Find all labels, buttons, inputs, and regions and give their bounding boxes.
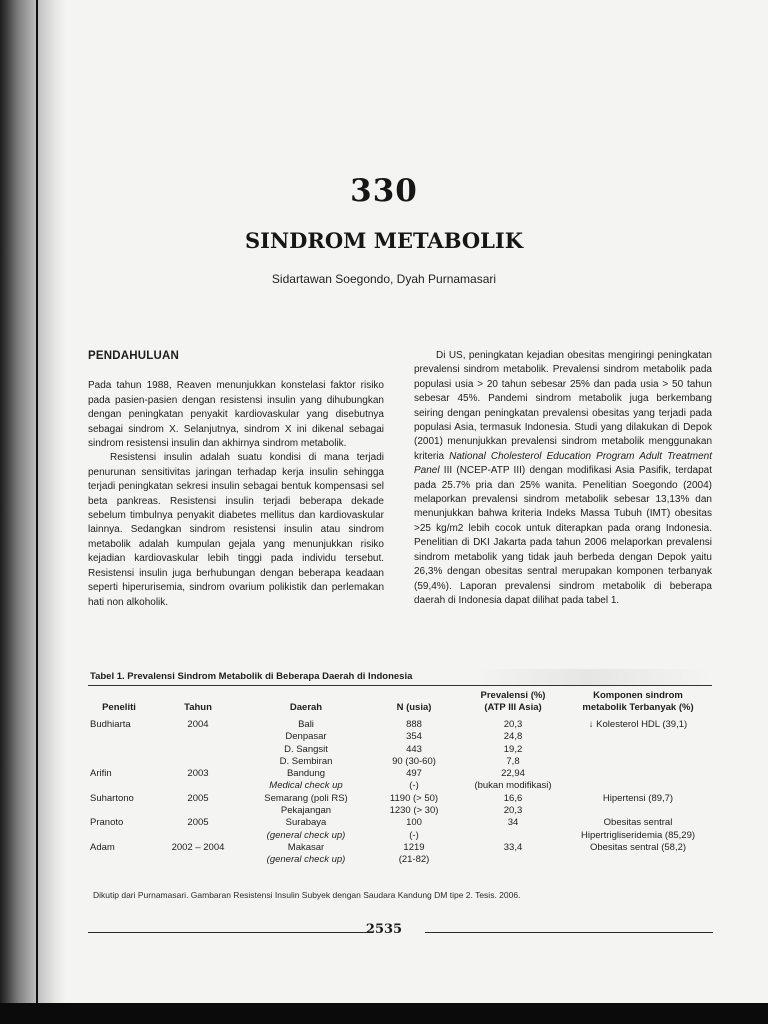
- cell-daerah: D. Sangsit: [284, 743, 328, 755]
- cell-n: 354: [406, 731, 422, 743]
- cell-peneliti: [88, 805, 150, 817]
- book-gutter-shadow: [0, 0, 66, 1024]
- cell-daerah: D. Sembiran: [279, 755, 333, 767]
- cell-daerah: Denpasar: [285, 731, 327, 743]
- cell-daerah: Pekajangan: [280, 805, 332, 817]
- table-row: [88, 780, 712, 792]
- header-daerah: Daerah: [289, 702, 323, 713]
- table-row: [88, 842, 712, 854]
- paragraph-prevalensi-a: Di US, peningkatan kejadian obesitas mengiringi peningkatan prevalensi sindrom metabolik. Prevalensi sindrom metabolik pada populasi usia > 20 tahun sebesar 25% dan pada usia > 50 tahun sebesar 45%. Pandemi sindrom metabolik juga berkembang seiring dengan peningkatan prevalensi obesitas yang terjadi pada populasi Asia, termasuk Indonesia. Studi yang dilakukan di Depok (2001) menunjukkan prevalensi sindrom metabolik menggunakan kriteria: [414, 350, 712, 462]
- cell-peneliti: [88, 756, 150, 768]
- cell-daerah: Makasar: [287, 841, 325, 853]
- cell-komponen: [564, 768, 712, 780]
- header-tahun: Tahun: [184, 702, 212, 713]
- table-row: [88, 719, 712, 731]
- cell-komponen: [564, 805, 712, 817]
- cell-peneliti: Suhartono: [90, 792, 134, 804]
- paragraph-resistensi: Resistensi insulin adalah suatu kondisi di mana terjadi penurunan sensitivitas jaringan terhadap kerja insulin sehingga terjadi peningkatan sekresi insulin sebagai bentuk kompensasi sel beta pankreas. Resistensi insulin terjadi beberapa dekade sebelum timbulnya penyakit diabetes mellitus dan kardiovaskular lainnya. Sedangkan sindrom resistensi insulin atau sindrom metabolik adalah kumpulan gejala yang menunjukkan risiko kejadian kardiovaskular lebih tinggi pada individu tersebut. Resistensi insulin juga berhubungan dengan beberapa keadaan seperti hiperurisemia, sindrom ovarium polikistik dan perlemakan hati non alkoholik.: [88, 452, 384, 608]
- cell-peneliti: Pranoto: [90, 817, 124, 829]
- cell-peneliti: [88, 744, 150, 756]
- cell-daerah: Bali: [298, 719, 314, 730]
- prevalence-table: [88, 669, 712, 867]
- table-row: [88, 817, 712, 829]
- cell-prevalensi: [462, 830, 564, 842]
- cell-komponen: [564, 731, 712, 743]
- cell-prevalensi: 22,94: [501, 768, 525, 780]
- cell-n: 90 (30-60): [392, 755, 436, 767]
- cell-n: 497: [406, 768, 422, 780]
- cell-tahun: [150, 756, 246, 768]
- cell-n: (-): [409, 780, 419, 792]
- cell-tahun: [150, 805, 246, 817]
- table-row: [88, 830, 712, 842]
- header-peneliti: Peneliti: [102, 702, 136, 713]
- cell-prevalensi: 24,8: [503, 731, 523, 743]
- cell-tahun: 2004: [187, 719, 209, 730]
- cell-komponen: Obesitas sentral: [603, 817, 673, 829]
- cell-tahun: [150, 744, 246, 756]
- table-row: [88, 756, 712, 768]
- table-row: [88, 768, 712, 780]
- cell-prevalensi: [462, 854, 564, 866]
- cell-prevalensi: 34: [507, 817, 519, 829]
- cell-tahun: [150, 830, 246, 842]
- table-row: [88, 854, 712, 866]
- cell-n: 888: [406, 719, 422, 730]
- header-komponen: Komponen sindrom metabolik Terbanyak (%): [582, 690, 694, 713]
- cell-komponen: [564, 756, 712, 768]
- cell-peneliti: [88, 830, 150, 842]
- cell-daerah: Medical check up: [269, 780, 343, 792]
- table-row: [88, 805, 712, 817]
- paragraph-prevalensi-b: III (NCEP-ATP III) dengan modifikasi Asia Pasifik, terdapat pada 25.7% pria dan 25% wanita. Penelitian Soegondo (2004) melaporkan prevalensi sindrom metabolik sebesar 13,13% dan menunjukkan bahwa kriteria Indeks Massa Tubuh (IMT) obesitas >25 kg/m2 lebih cocok untuk diterapkan pada orang Indonesia. Penelitian di DKI Jakarta pada tahun 2006 melaporkan prevalensi sindrom metabolik yang tidak jauh berbeda dengan Depok yaitu 26,3% dengan obesitas sentral merupakan komponen terbanyak (59,4%). Laporan prevalensi sindrom metabolik di beberapa daerah di Indonesia dapat dilihat pada tabel 1.: [414, 465, 712, 606]
- cell-komponen: [564, 854, 712, 866]
- table-header-row: [88, 690, 712, 719]
- chapter-number: 330: [350, 173, 418, 209]
- section-heading: PENDAHULUAN: [88, 350, 180, 362]
- table-footnote: Dikutip dari Purnamasari. Gambaran Resistensi Insulin Subyek dengan Saudara Kandung DM tipe 2. Tesis. 2006.: [93, 890, 521, 900]
- page-number: 2535: [365, 922, 403, 937]
- cell-tahun: [150, 731, 246, 743]
- cell-komponen: [564, 780, 712, 792]
- cell-tahun: 2005: [187, 792, 209, 804]
- chapter-authors: Sidartawan Soegondo, Dyah Purnamasari: [271, 272, 497, 286]
- cell-prevalensi: (bukan modifikasi): [474, 780, 552, 792]
- table-body: [88, 690, 712, 867]
- cell-tahun: [150, 854, 246, 866]
- cell-komponen: Hipertensi (89,7): [602, 792, 674, 804]
- cell-n: (21-82): [398, 854, 430, 866]
- cell-peneliti: Adam: [90, 841, 115, 853]
- cell-peneliti: Budhiarta: [90, 719, 131, 730]
- page-edge: [36, 0, 38, 1024]
- cell-peneliti: Arifin: [90, 768, 112, 780]
- cell-daerah: (general check up): [266, 854, 346, 866]
- cell-n: 1219: [403, 841, 425, 853]
- cell-tahun: 2005: [187, 817, 209, 829]
- cell-n: 443: [406, 743, 422, 755]
- paragraph-prevalensi: [414, 349, 712, 608]
- table-row: [88, 793, 712, 805]
- chapter-title: SINDROM METABOLIK: [245, 228, 523, 253]
- paragraph-intro: Pada tahun 1988, Reaven menunjukkan konstelasi faktor risiko pada pasien-pasien dengan resistensi insulin yang dihubungkan dengan peningkatan penyakit kardiovaskular yang disebutnya sebagai sindrom X. Selanjutnya, sindrom X ini dikenal sebagai sindrom resistensi insulin dan akhirnya sindrom metabolik.: [88, 380, 384, 450]
- header-n: N (usia): [396, 702, 432, 713]
- cell-prevalensi: 7,8: [506, 755, 520, 767]
- cell-daerah: Bandung: [286, 768, 326, 780]
- cell-n: 1230 (> 30): [389, 805, 439, 817]
- cell-prevalensi: 20,3: [503, 805, 523, 817]
- cell-komponen: [564, 744, 712, 756]
- table-row: [88, 744, 712, 756]
- table-caption: Tabel 1. Prevalensi Sindrom Metabolik di Beberapa Daerah di Indonesia: [88, 669, 712, 686]
- paragraph-prevalensi-italic: National Cholesterol Education Program Adult Treatment Panel: [414, 450, 712, 477]
- cell-peneliti: [88, 854, 150, 866]
- cell-prevalensi: 16,6: [503, 792, 523, 804]
- cell-komponen: Hipertrigliseridemia (85,29): [580, 829, 696, 841]
- cell-prevalensi: 20,3: [503, 719, 523, 730]
- cell-prevalensi: 33,4: [503, 841, 523, 853]
- folio-rule-right: [425, 932, 713, 933]
- cell-tahun: 2002 – 2004: [171, 841, 225, 853]
- cell-n: 1190 (> 50): [389, 792, 439, 804]
- cell-daerah: Semarang (poli RS): [264, 792, 348, 804]
- header-prevalensi: Prevalensi (%) (ATP III Asia): [480, 690, 546, 713]
- cell-peneliti: [88, 731, 150, 743]
- cell-daerah: Surabaya: [285, 817, 327, 829]
- cell-n: (-): [409, 829, 419, 841]
- cell-komponen: Obesitas sentral (58,2): [589, 841, 687, 853]
- left-column: [88, 349, 384, 610]
- cell-daerah: (general check up): [266, 829, 346, 841]
- cell-n: 100: [406, 817, 422, 829]
- table-rows: [88, 719, 712, 867]
- right-column: [414, 349, 712, 608]
- cell-tahun: 2003: [187, 768, 209, 780]
- scan-bottom-edge: [0, 1003, 768, 1024]
- cell-peneliti: [88, 780, 150, 792]
- cell-komponen: ↓ Kolesterol HDL (39,1): [588, 719, 688, 730]
- cell-prevalensi: 19,2: [503, 743, 523, 755]
- cell-tahun: [150, 780, 246, 792]
- table-row: [88, 731, 712, 743]
